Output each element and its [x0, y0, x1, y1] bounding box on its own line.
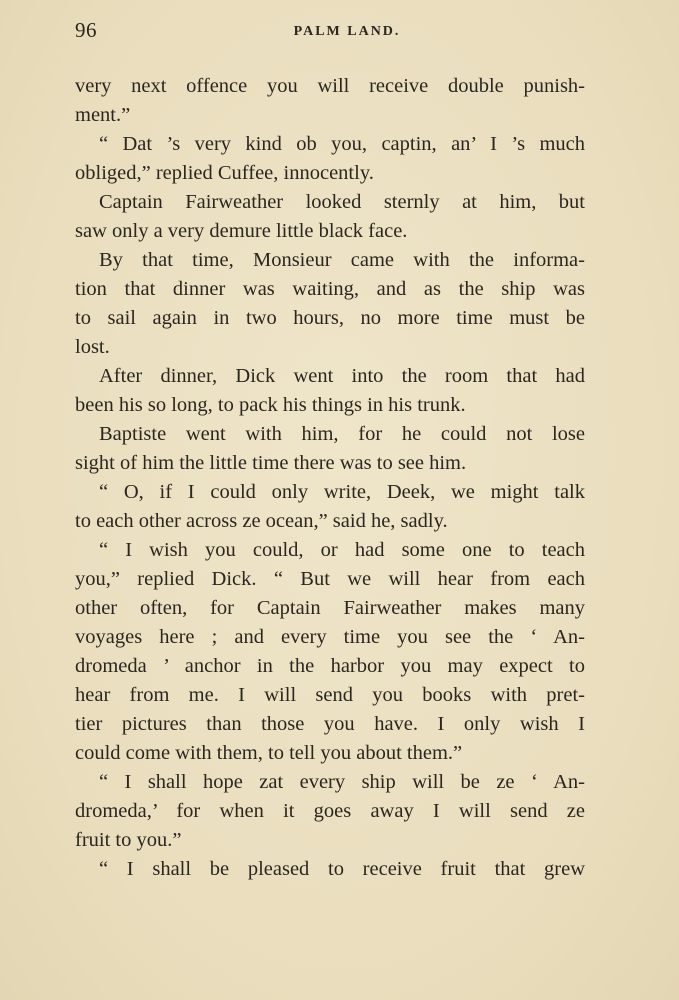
- text-line: sight of him the little time there was to see him.: [75, 452, 467, 474]
- text-line: you,” replied Dick. “ But we will hear from each: [75, 568, 585, 590]
- text-line: tion that dinner was waiting, and as the ship was: [75, 278, 585, 300]
- text-line: to sail again in two hours, no more time must be: [75, 307, 585, 329]
- text-line: dromeda,’ for when it goes away I will send ze: [75, 800, 585, 822]
- page-header: [75, 18, 585, 48]
- text-line: could come with them, to tell you about them.”: [75, 742, 463, 764]
- text-line: Baptiste went with him, for he could not lose: [99, 423, 585, 445]
- text-line: hear from me. I will send you books with pret-: [75, 684, 585, 706]
- text-line: to each other across ze ocean,” said he, sadly.: [75, 510, 448, 532]
- text-line: ment.”: [75, 104, 131, 126]
- text-line: “ I wish you could, or had some one to teach: [99, 539, 585, 561]
- text-line: lost.: [75, 336, 110, 358]
- text-line: By that time, Monsieur came with the informa-: [99, 249, 585, 271]
- text-line: dromeda ’ anchor in the harbor you may expect to: [75, 655, 585, 677]
- text-line: very next offence you will receive double punish-: [75, 75, 585, 97]
- text-line: been his so long, to pack his things in his trunk.: [75, 394, 466, 416]
- text-line: “ Dat ’s very kind ob you, captin, an’ I ’s much: [99, 133, 585, 155]
- text-line: other often, for Captain Fairweather makes many: [75, 597, 585, 619]
- body-text: [75, 72, 585, 884]
- running-title: PALM LAND.: [293, 24, 401, 39]
- text-line: obliged,” replied Cuffee, innocently.: [75, 162, 374, 184]
- text-line: After dinner, Dick went into the room that had: [99, 365, 585, 387]
- text-line: voyages here ; and every time you see the ‘ An-: [75, 626, 585, 648]
- text-line: Captain Fairweather looked sternly at him, but: [99, 191, 585, 213]
- text-line: “ I shall be pleased to receive fruit that grew: [99, 858, 585, 880]
- text-line: fruit to you.”: [75, 829, 182, 851]
- text-line: saw only a very demure little black face.: [75, 220, 408, 242]
- page-number: 96: [75, 18, 97, 42]
- text-line: “ I shall hope zat every ship will be ze ‘ An-: [99, 771, 585, 793]
- text-line: tier pictures than those you have. I only wish I: [75, 713, 585, 735]
- text-line: “ O, if I could only write, Deek, we might talk: [99, 481, 585, 503]
